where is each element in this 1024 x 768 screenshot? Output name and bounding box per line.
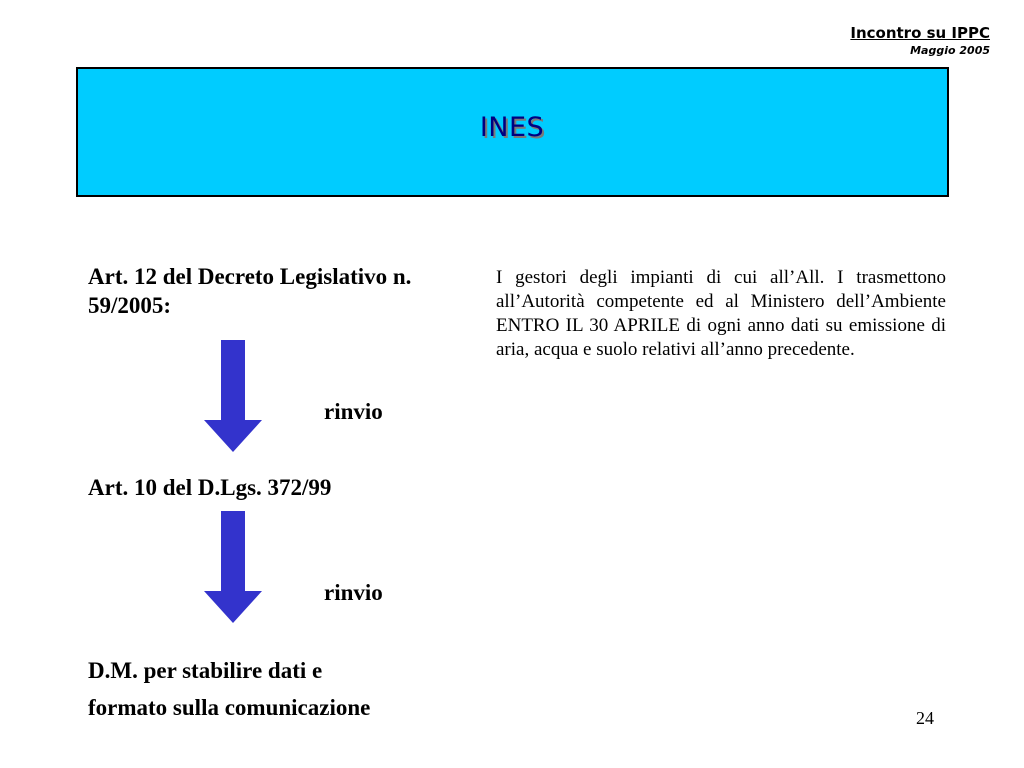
law-reference-dm xyxy=(88,652,370,726)
dm-line-1: D.M. per stabilire dati e xyxy=(88,658,323,683)
law-reference-art10: Art. 10 del D.Lgs. 372/99 xyxy=(88,475,332,500)
arrow-down-icon xyxy=(204,511,262,623)
law-reference-art12: Art. 12 del Decreto Legislativo n. 59/2005: xyxy=(88,264,412,318)
header-subtitle: Maggio 2005 xyxy=(910,44,990,57)
dm-line-2: formato sulla comunicazione xyxy=(88,695,371,720)
slide-title: INES xyxy=(479,112,545,143)
arrow-down-icon xyxy=(204,340,262,452)
rinvio-label-2: rinvio xyxy=(324,580,383,605)
header-title: Incontro su IPPC xyxy=(850,24,990,42)
rinvio-label-1: rinvio xyxy=(324,399,383,424)
description-text: I gestori degli impianti di cui all’All. I trasmettono all’Autorità competente ed al Ministero dell’Ambiente ENTRO IL 30 APRILE di ogni anno dati su emissione di aria, acqua e suolo relativi all’anno precedente. xyxy=(496,267,946,360)
page-number: 24 xyxy=(916,708,934,728)
